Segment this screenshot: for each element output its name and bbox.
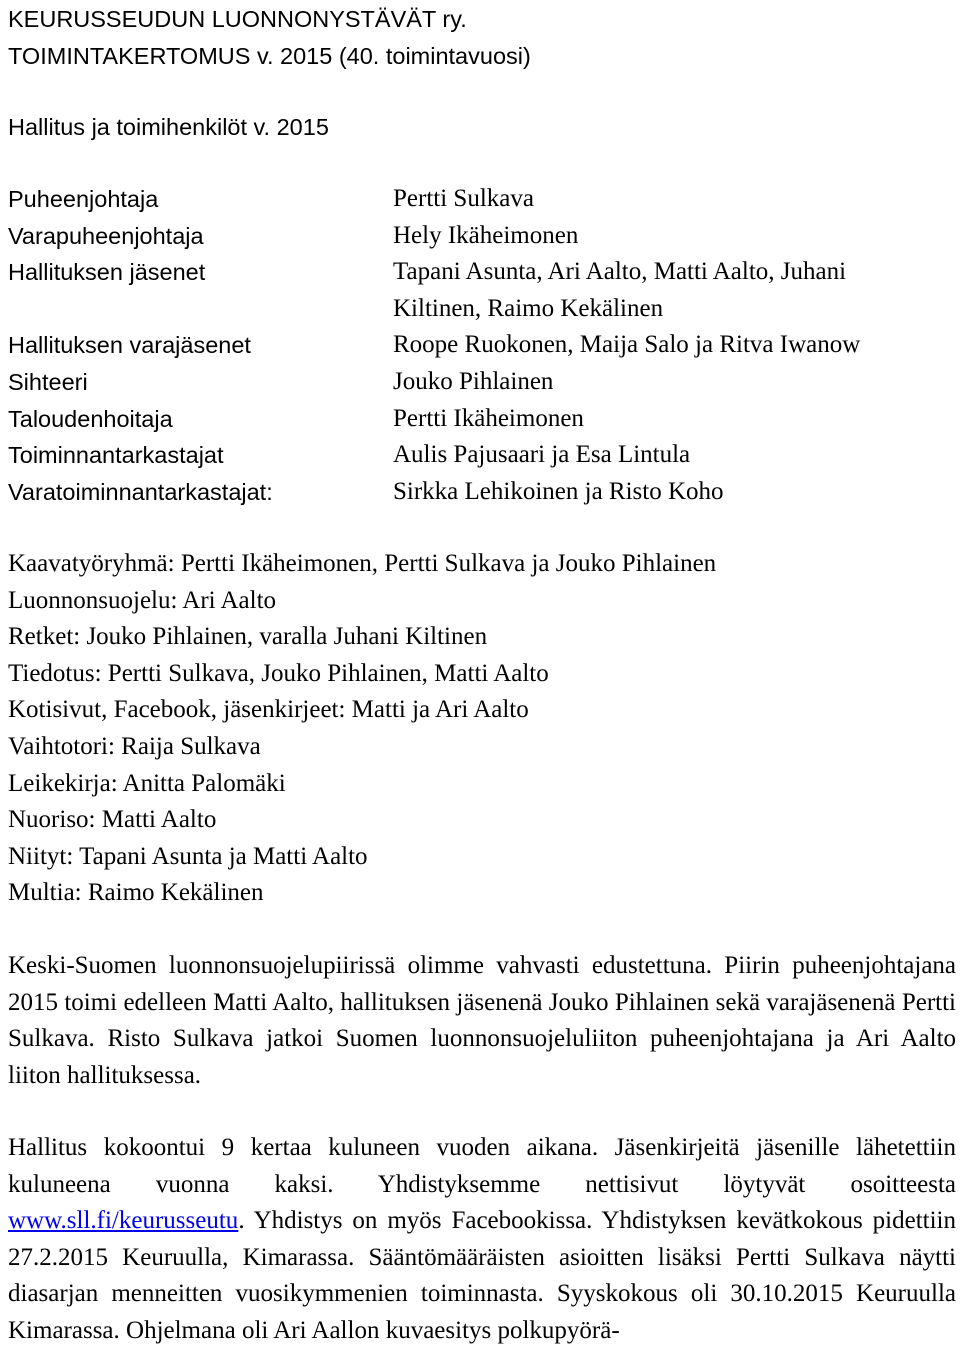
paragraph-line: Sulkava näytti diasarjan menneitten vuosikymmenien toiminnasta. Syyskokous oli	[8, 1243, 957, 1308]
assignment-item: Leikekirja: Anitta Palomäki	[8, 769, 286, 797]
assignment-item: Niityt: Tapani Asunta ja Matti Aalto	[8, 842, 368, 870]
paragraph-line: luonnonsuojeluliiton puheenjohtajana ja Ari Aalto liiton hallituksessa.	[8, 1025, 957, 1089]
paragraph-line: Pihlainen sekä varajäsenenä Pertti Sulkava. Risto Sulkava jatkoi Suomen	[8, 988, 956, 1053]
member-vice-chair: Hely Ikäheimonen	[393, 221, 579, 249]
assignment-item: Retket: Jouko Pihlainen, varalla Juhani Kiltinen	[8, 623, 488, 651]
board-heading: Hallitus ja toimihenkilöt v. 2015	[8, 114, 329, 140]
document-header	[8, 1, 531, 74]
paragraph-line: . Yhdistys on myös Facebookissa. Yhdistyksen kevätkokous	[238, 1207, 863, 1235]
role-spacer	[8, 291, 273, 328]
role-auditors: Toiminnantarkastajat	[8, 442, 224, 469]
activities-paragraph	[8, 1130, 956, 1350]
role-secretary: Sihteeri	[8, 368, 88, 395]
member-treasurer: Pertti Ikäheimonen	[393, 404, 584, 432]
role-board-members: Hallituksen jäsenet	[8, 259, 206, 286]
member-auditors: Aulis Pajusaari ja Esa Lintula	[393, 441, 691, 469]
paragraph-line: pidettiin 27.2.2015 Keuruulla, Kimarassa. Sääntömääräisten asioitten lisäksi Pertti	[8, 1207, 956, 1271]
website-link[interactable]: www.sll.fi/keurusseutu	[8, 1207, 239, 1235]
organization-name: KEURUSSEUDUN LUONNONYSTÄVÄT ry.	[8, 6, 467, 32]
member-secretary: Jouko Pihlainen	[393, 367, 554, 395]
board-members-column	[393, 181, 953, 510]
paragraph-line: Keski-Suomen luonnonsuojelupiirissä olimme vahvasti edustettuna. Piirin	[8, 952, 780, 979]
paragraph-line: 30.10.2015 Keuruulla Kimarassa. Ohjelmana oli Ari Aallon kuvaesitys polkupyörä-	[8, 1280, 956, 1344]
assignment-item: Luonnonsuojelu: Ari Aalto	[8, 586, 277, 614]
assignment-item: Vaihtotori: Raija Sulkava	[8, 732, 261, 760]
member-deputy-auditors: Sirkka Lehikoinen ja Risto Koho	[393, 477, 724, 505]
assignment-item: Tiedotus: Pertti Sulkava, Jouko Pihlainen, Matti Aalto	[8, 659, 549, 687]
role-treasurer: Taloudenhoitaja	[8, 405, 173, 432]
district-paragraph	[8, 948, 956, 1094]
member-deputies: Roope Ruokonen, Maija Salo ja Ritva Iwanow	[393, 331, 861, 359]
role-vice-chair: Varapuheenjohtaja	[8, 222, 204, 249]
board-roles-column	[8, 181, 273, 510]
report-title: TOIMINTAKERTOMUS v. 2015 (40. toimintavuosi)	[8, 42, 531, 69]
role-chair: Puheenjohtaja	[8, 186, 159, 212]
assignment-item: Multia: Raimo Kekälinen	[8, 879, 264, 907]
paragraph-line: puheenjohtajana 2015 toimi edelleen Matti Aalto, hallituksen jäsenenä Jouko	[8, 952, 957, 1016]
role-deputy-auditors: Varatoiminnantarkastajat:	[8, 478, 273, 505]
assignments-list	[8, 546, 716, 912]
member-board-line-2: Kiltinen, Raimo Kekälinen	[393, 294, 664, 322]
role-deputy-members: Hallituksen varajäsenet	[8, 332, 251, 359]
assignment-item: Kaavatyöryhmä: Pertti Ikäheimonen, Pertti Sulkava ja Jouko Pihlainen	[8, 550, 717, 577]
assignment-item: Nuoriso: Matti Aalto	[8, 806, 217, 834]
paragraph-line: kuluneena vuonna kaksi. Yhdistyksemme nettisivut löytyvät osoitteesta	[8, 1170, 956, 1198]
assignment-item: Kotisivut, Facebook, jäsenkirjeet: Matti ja Ari Aalto	[8, 696, 529, 724]
member-chair: Pertti Sulkava	[393, 185, 534, 212]
paragraph-line: Hallitus kokoontui 9 kertaa kuluneen vuoden aikana. Jäsenkirjeitä jäsenille lähetettiin	[8, 1134, 956, 1161]
member-board-line-1: Tapani Asunta, Ari Aalto, Matti Aalto, Juhani	[393, 258, 847, 286]
